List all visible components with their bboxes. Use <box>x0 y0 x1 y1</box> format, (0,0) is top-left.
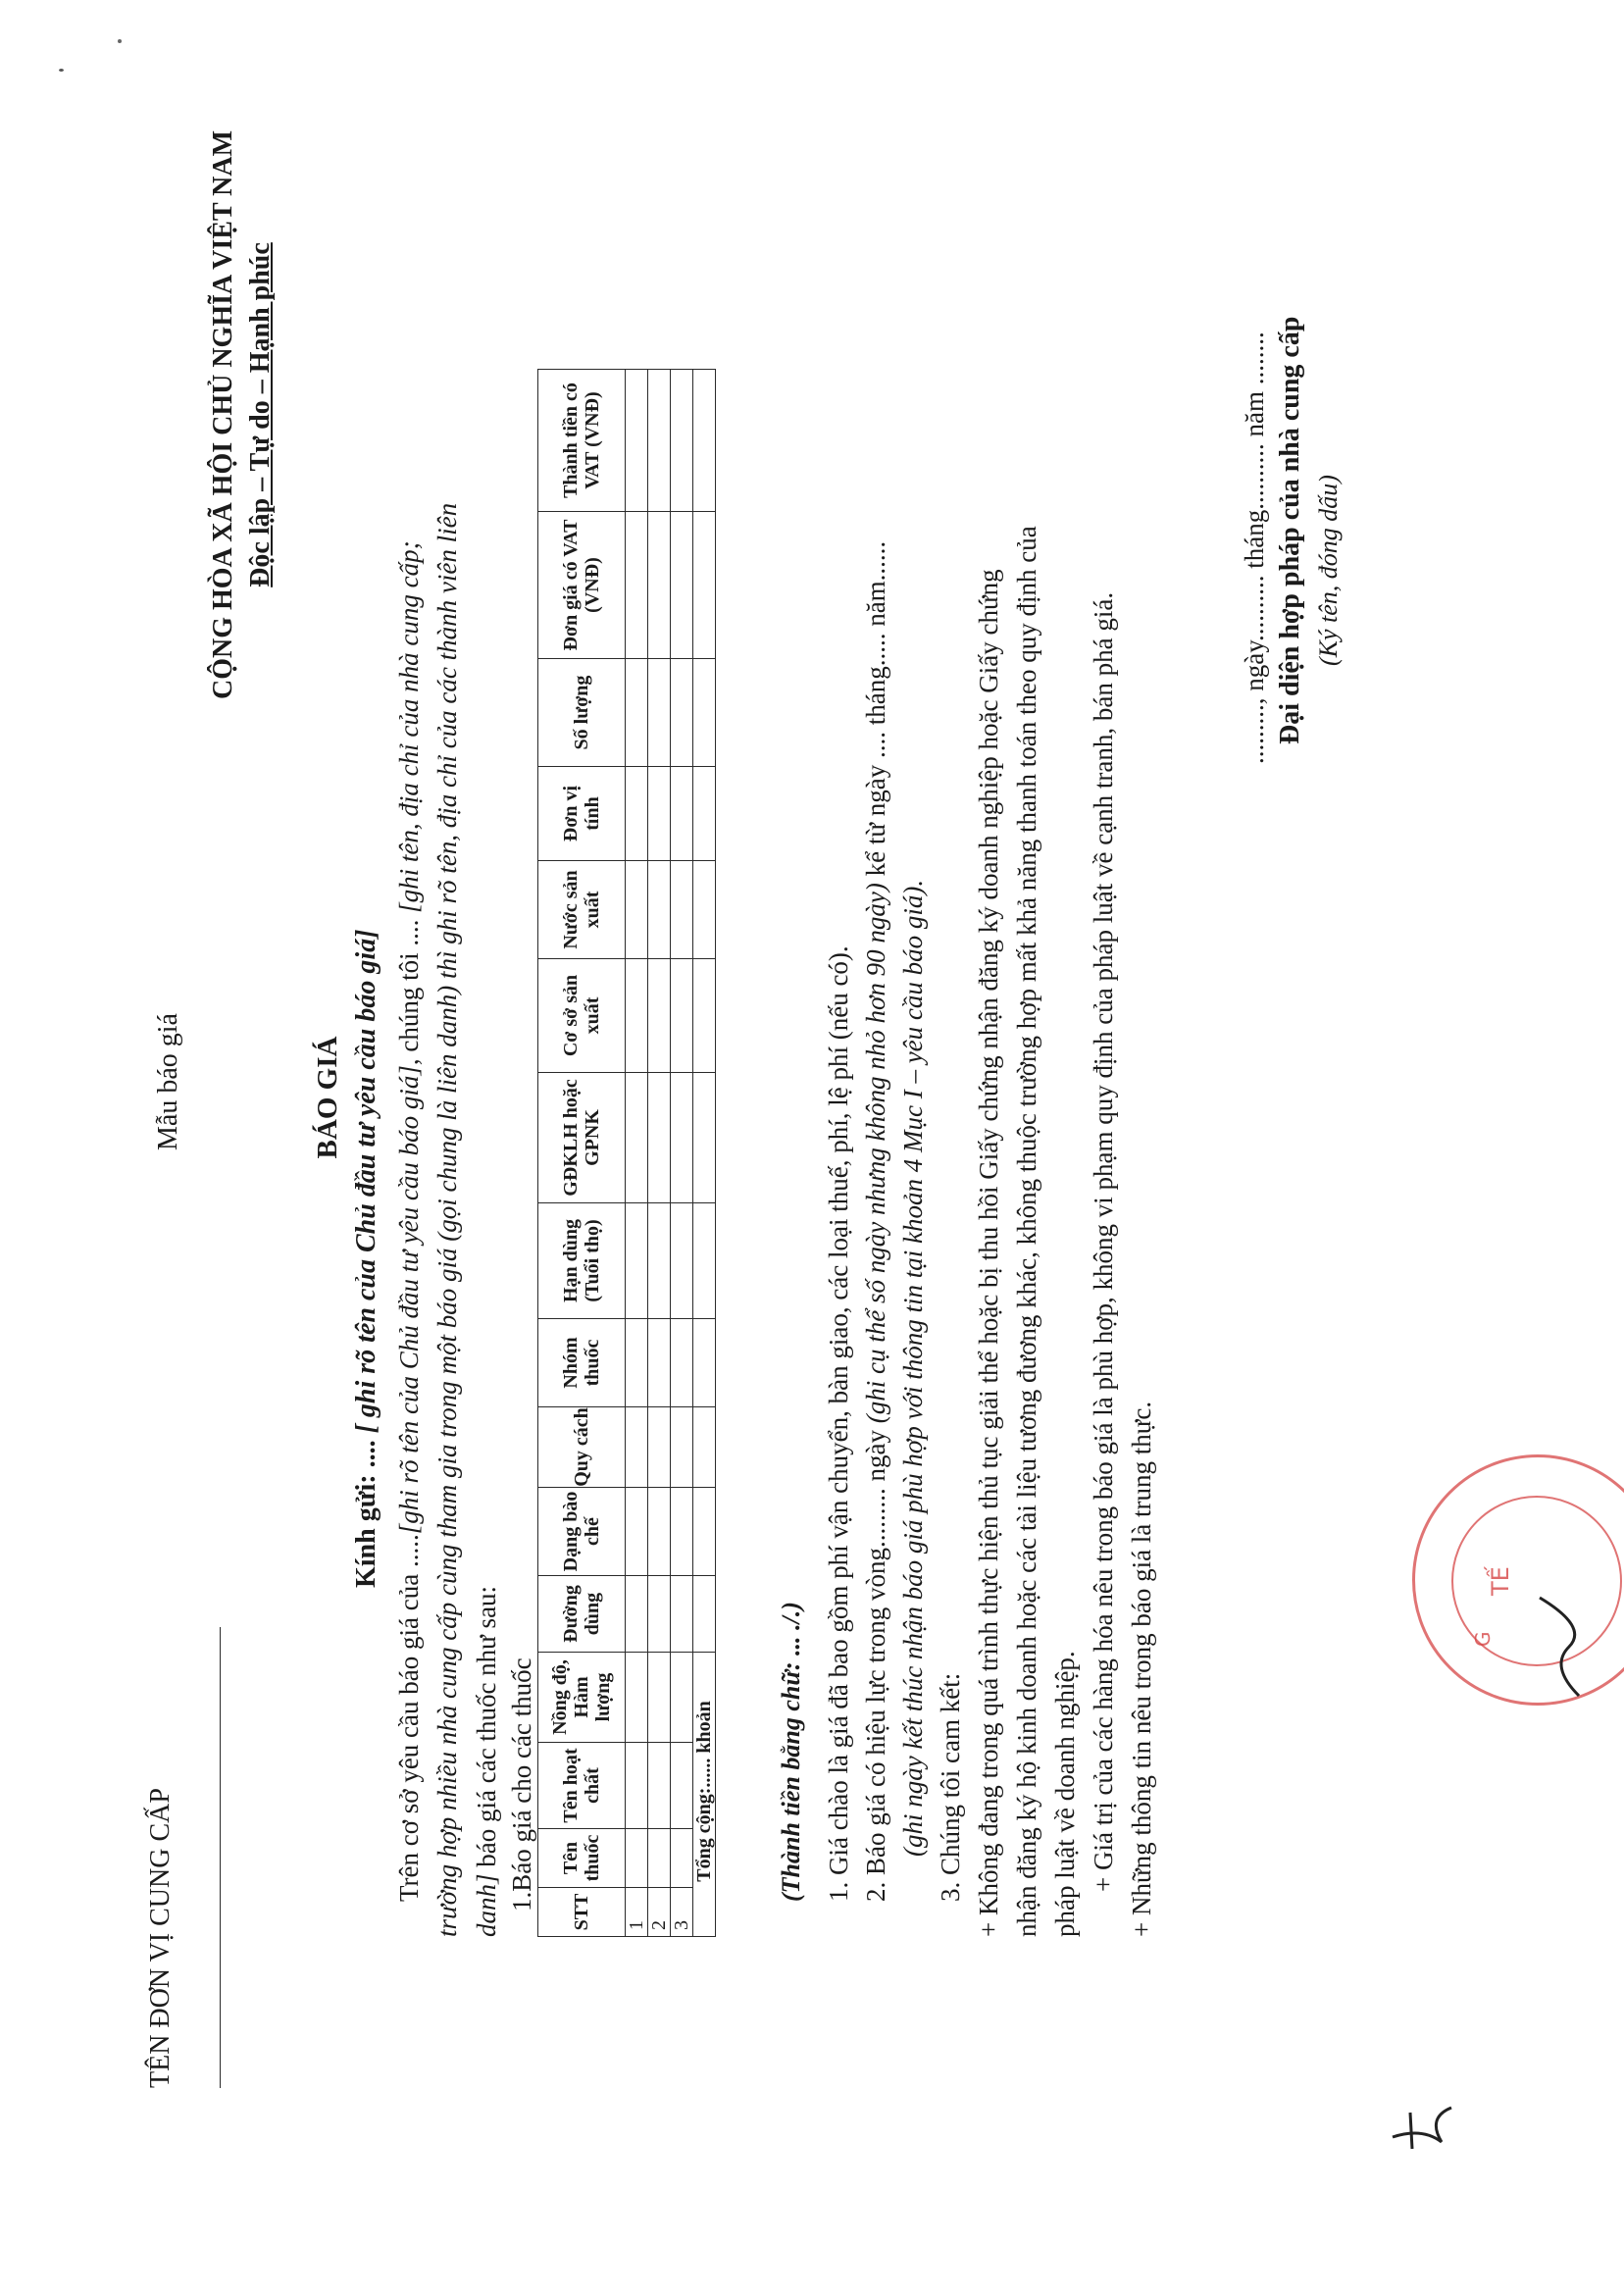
header-cell: Tên thuốc <box>538 1829 626 1888</box>
header-cell: Nồng độ, Hàm lượng <box>538 1653 626 1743</box>
header-cell: Đơn vị tính <box>538 767 626 861</box>
table-row: 2 <box>648 370 671 1937</box>
scan-speck <box>59 69 64 72</box>
recipient <box>351 930 382 1588</box>
header-cell: Số lượng <box>538 659 626 767</box>
amount-in-words: (Thành tiền bằng chữ: ... ./.) <box>777 1602 805 1902</box>
intro-line-1: Trên cơ sở yêu cầu báo giá của .....[ghi rõ tên của Chủ đầu tư yêu cầu báo giá], chúng tôi .... [ghi tên, địa chỉ của nhà cung cấp; <box>394 540 424 1902</box>
initials-mark <box>1383 2088 1461 2157</box>
signature-scribble <box>1530 1588 1599 1706</box>
item-2: 2. Báo giá có hiệu lực trong vòng......... ngày (ghi cụ thể số ngày nhưng không nhỏ hơn 90 ngày) kể từ ngày .... tháng..... năm...... <box>861 540 890 1902</box>
template-label: Mẫu báo giá <box>153 1013 183 1150</box>
header-cell: Tên hoạt chất <box>538 1743 626 1829</box>
table-total-row <box>693 370 716 1937</box>
table-header-row <box>538 370 626 1937</box>
header-cell: Đơn giá có VAT (VNĐ) <box>538 512 626 659</box>
commitment-1-line-1: + Không đang trong quá trình thực hiện thủ tục giải thể hoặc bị thu hồi Giấy chứng nhận đăng ký doanh nghiệp hoặc Giấy chứng <box>974 569 1003 1937</box>
header-cell: Quy cách <box>538 1407 626 1488</box>
header-cell: Nhóm thuốc <box>538 1319 626 1407</box>
item-2-note: (ghi ngày kết thúc nhận báo giá phù hợp với thông tin tại khoản 4 Mục I – yêu cầu báo giá). <box>898 879 928 1857</box>
header-cell: Đường dùng <box>538 1576 626 1653</box>
header-cell: Cơ sở sản xuất <box>538 959 626 1073</box>
stamp-text: TẾ <box>1487 1566 1514 1596</box>
recipient-label: Kính gửi: .... <box>351 1440 381 1588</box>
commitment-2: + Giá trị của các hàng hóa nêu trong báo giá là phù hợp, không vi phạm quy định của pháp luật về cạnh tranh, bán phá giá. <box>1089 591 1118 1892</box>
header-cell: Dạng bào chế <box>538 1488 626 1576</box>
national-title: CỘNG HÒA XÃ HỘI CHỦ NGHĨA VIỆT NAM <box>208 129 238 700</box>
commitment-1-line-3: pháp luật về doanh nghiệp. <box>1050 1651 1080 1937</box>
signature-title: Đại diện hợp pháp của nhà cung cấp <box>1275 316 1305 744</box>
quotation-table <box>537 369 716 1937</box>
item-1: 1. Giá chào là giá đã bao gồm phí vận chuyển, bàn giao, các loại thuế, phí, lệ phí (nếu có). <box>824 945 853 1902</box>
table-row: 1 <box>626 370 648 1937</box>
item-3: 3. Chúng tôi cam kết: <box>936 1672 965 1902</box>
signature-date: ........., ngày.......... tháng.......... năm ........ <box>1240 331 1269 764</box>
header-cell: Thành tiền có VAT (VNĐ) <box>538 370 626 512</box>
national-motto: Độc lập – Tự do – Hạnh phúc <box>245 242 276 587</box>
header-cell: Nước sản xuất <box>538 861 626 959</box>
intro-line-2: trường hợp nhiều nhà cung cấp cùng tham gia trong một báo giá (gọi chung là liên danh) thì ghi rõ tên, địa chỉ của các thành viên liên <box>432 502 462 1937</box>
header-cell: STT <box>538 1888 626 1937</box>
total-cell: Tổng cộng:...... khoản <box>693 1653 716 1937</box>
stamp-mark: G <box>1471 1631 1495 1647</box>
section-1-heading: 1.Báo giá cho các thuốc <box>507 1657 536 1912</box>
recipient-value: [ ghi rõ tên của Chủ đầu tư yêu cầu báo giá] <box>351 929 381 1434</box>
doc-title: BÁO GIÁ <box>312 1036 343 1159</box>
supplier-unit: TÊN ĐƠN VỊ CUNG CẤP <box>145 1788 176 2088</box>
table-row: 3 <box>671 370 693 1937</box>
commitment-1-line-2: nhận đăng ký hộ kinh doanh hoặc các tài liệu tương đương khác, không thuộc trường hợp mất khả năng thanh toán theo quy định của <box>1012 526 1041 1937</box>
commitment-3: + Những thông tin nêu trong báo giá là trung thực. <box>1127 1401 1156 1937</box>
intro-line-3: danh] báo giá các thuốc như sau: <box>472 1585 501 1937</box>
signature-note: (Ký tên, đóng dấu) <box>1314 475 1343 666</box>
supplier-underline <box>220 1627 221 2088</box>
header-cell: GĐKLH hoặc GPNK <box>538 1073 626 1203</box>
header-cell: Hạn dùng (Tuổi thọ) <box>538 1203 626 1319</box>
scan-speck <box>118 39 122 43</box>
